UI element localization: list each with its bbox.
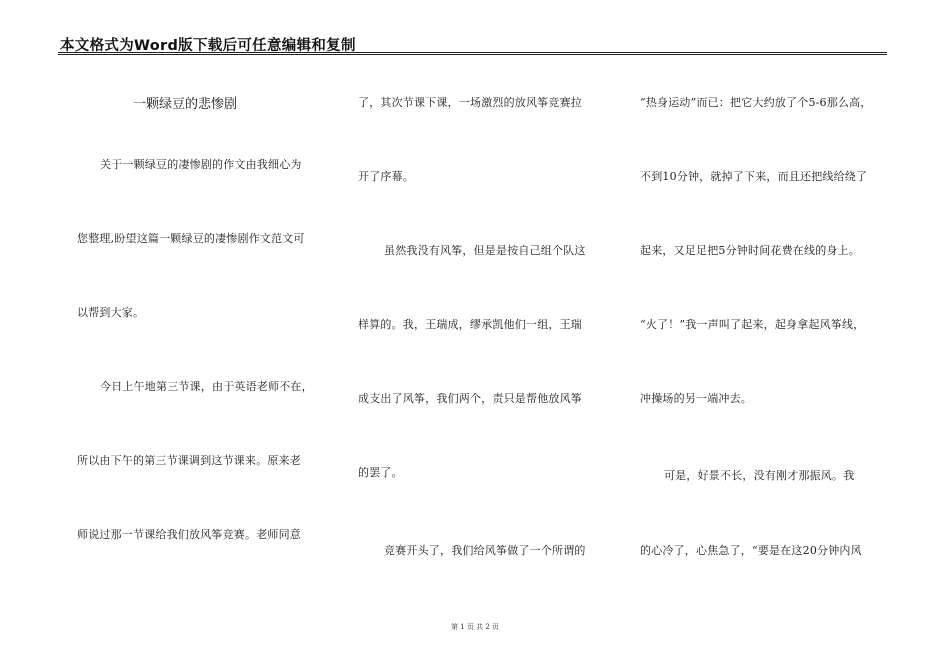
text-line: 的罢了。 [358, 466, 403, 479]
text-line: 今日上午地第三节课，由于英语老师不在， [100, 380, 313, 393]
text-line: 起来，又足足把5分钟时间花费在线的身上。 [640, 244, 860, 257]
page-number: 第 1 页 共 2 页 [450, 623, 500, 631]
header-divider [58, 52, 887, 55]
text-line: 竞赛开头了，我们给风筝做了一个所谓的 [384, 544, 586, 557]
text-line: 关于一颗绿豆的凄惨剧的作文由我细心为 [100, 158, 302, 171]
text-line: “火了！”我一声叫了起来，起身拿起风筝线， [640, 318, 865, 331]
header-title: 本文格式为Word版下载后可任意编辑和复制 [60, 38, 356, 54]
text-line: 冲操场的另一端冲去。 [640, 392, 752, 405]
text-line: 以帮到大家。 [77, 306, 145, 319]
text-line: 您整理,盼望这篇一颗绿豆的凄惨剧作文范文可 [77, 232, 305, 245]
text-line: 不到10分钟，就掉了下来，而且还把线给绕了 [640, 170, 868, 183]
text-line: 师说过那一节课给我们放风筝竞赛。老师同意 [77, 528, 301, 541]
text-line: 样算的。我，王瑞成，缪承凯他们一组，王瑞 [358, 318, 582, 331]
article-title: 一颗绿豆的悲惨剧 [133, 97, 238, 112]
text-line: 可是，好景不长，没有刚才那振风。我 [664, 469, 855, 482]
text-line: 所以由下午的第三节课调到这节课来。原来老 [77, 454, 301, 467]
text-line: 成支出了风筝，我们两个，责只是帮他放风筝 [358, 392, 582, 405]
text-line: 虽然我没有风筝，但是是按自己组个队这 [384, 244, 586, 257]
text-line: 了，其次节课下课，一场激烈的放风筝竞赛拉 [358, 96, 582, 109]
text-line: 的心冷了，心焦急了，“要是在这20分钟内风 [640, 544, 862, 557]
text-line: “热身运动”而已：把它大约放了个5-6那么高， [640, 96, 872, 109]
text-line: 开了序幕。 [358, 170, 414, 183]
